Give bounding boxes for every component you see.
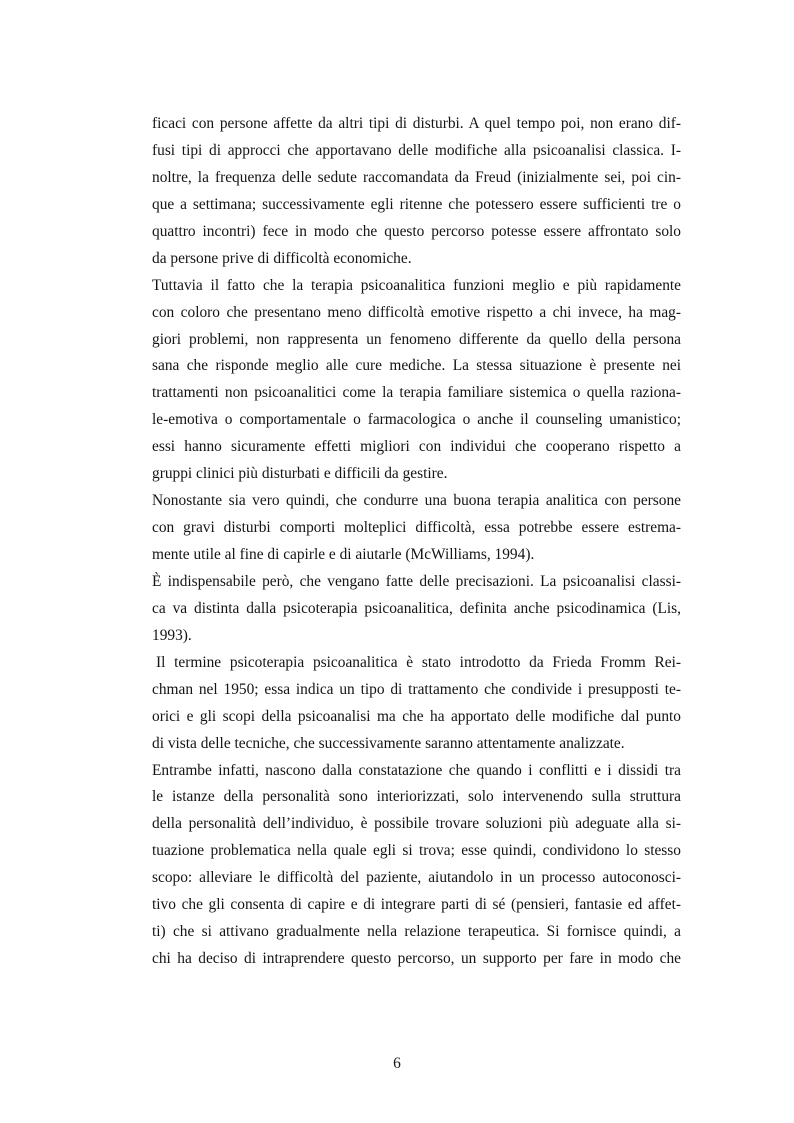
text-line: Il termine psicoterapia psicoanalitica è stato introdotto da Frieda Fromm Rei- — [156, 653, 681, 671]
text-line: noltre, la frequenza delle sedute raccomandata da Freud (inizialmente sei, poi cin- — [152, 168, 681, 186]
text-line: Entrambe infatti, nascono dalla constatazione che quando i conflitti e i dissidi tra — [152, 761, 681, 779]
text-line: tivo che gli consenta di capire e di integrare parti di sé (pensieri, fantasie ed affet- — [152, 896, 681, 914]
text-line: le istanze della personalità sono interiorizzati, solo intervenendo sulla struttura — [152, 788, 681, 806]
text-line: gruppi clinici più disturbati e difficili da gestire. — [152, 465, 448, 483]
text-line: que a settimana; successivamente egli ritenne che potessero essere sufficienti tre o — [152, 195, 681, 213]
text-line: Tuttavia il fatto che la terapia psicoanalitica funzioni meglio e più rapidamente — [152, 276, 681, 294]
text-line: con coloro che presentano meno difficoltà emotive rispetto a chi invece, ha mag- — [152, 303, 681, 321]
text-line: della personalità dell’individuo, è possibile trovare soluzioni più adeguate alla si- — [152, 815, 681, 833]
text-line: chman nel 1950; essa indica un tipo di trattamento che condivide i presupposti te- — [152, 680, 681, 698]
text-line: trattamenti non psicoanalitici come la terapia familiare sistemica o quella raziona- — [152, 384, 681, 402]
text-line: fusi tipi di approcci che apportavano delle modifiche alla psicoanalisi classica. I- — [152, 141, 681, 159]
text-line: tuazione problematica nella quale egli si trova; esse quindi, condividono lo stesso — [152, 842, 681, 860]
text-line: Nonostante sia vero quindi, che condurre una buona terapia analitica con persone — [152, 492, 681, 510]
text-line: 1993). — [152, 626, 192, 644]
page-number: 6 — [393, 1055, 401, 1072]
text-line: di vista delle tecniche, che successivamente saranno attentamente analizzate. — [152, 734, 625, 752]
text-line: essi hanno sicuramente effetti migliori con individui che cooperano rispetto a — [152, 438, 681, 456]
text-line: sana che risponde meglio alle cure mediche. La stessa situazione è presente nei — [152, 357, 681, 375]
text-line: ca va distinta dalla psicoterapia psicoanalitica, definita anche psicodinamica (Lis, — [152, 599, 681, 617]
text-line: orici e gli scopi della psicoanalisi ma che ha apportato delle modifiche dal punto — [152, 707, 681, 725]
text-line: chi ha deciso di intraprendere questo percorso, un supporto per fare in modo che — [152, 950, 681, 968]
text-line: con gravi disturbi comporti molteplici difficoltà, essa potrebbe essere estrema- — [152, 519, 681, 537]
text-line: ficaci con persone affette da altri tipi di disturbi. A quel tempo poi, non erano dif- — [152, 115, 681, 132]
text-line: da persone prive di difficoltà economiche. — [152, 249, 412, 267]
text-line: ti) che si attivano gradualmente nella relazione terapeutica. Si fornisce quindi, a — [152, 923, 681, 941]
text-line: scopo: alleviare le difficoltà del paziente, aiutandolo in un processo autoconosci- — [152, 869, 681, 887]
text-line: quattro incontri) fece in modo che questo percorso potesse essere affrontato solo — [152, 222, 681, 240]
text-line: È indispensabile però, che vengano fatte delle precisazioni. La psicoanalisi classi- — [152, 572, 681, 590]
text-line: mente utile al fine di capirle e di aiutarle (McWilliams, 1994). — [152, 546, 535, 563]
body-text — [152, 111, 681, 973]
text-line: le-emotiva o comportamentale o farmacologica o anche il counseling umanistico; — [152, 411, 681, 429]
text-line: giori problemi, non rappresenta un fenomeno differente da quello della persona — [152, 330, 681, 348]
